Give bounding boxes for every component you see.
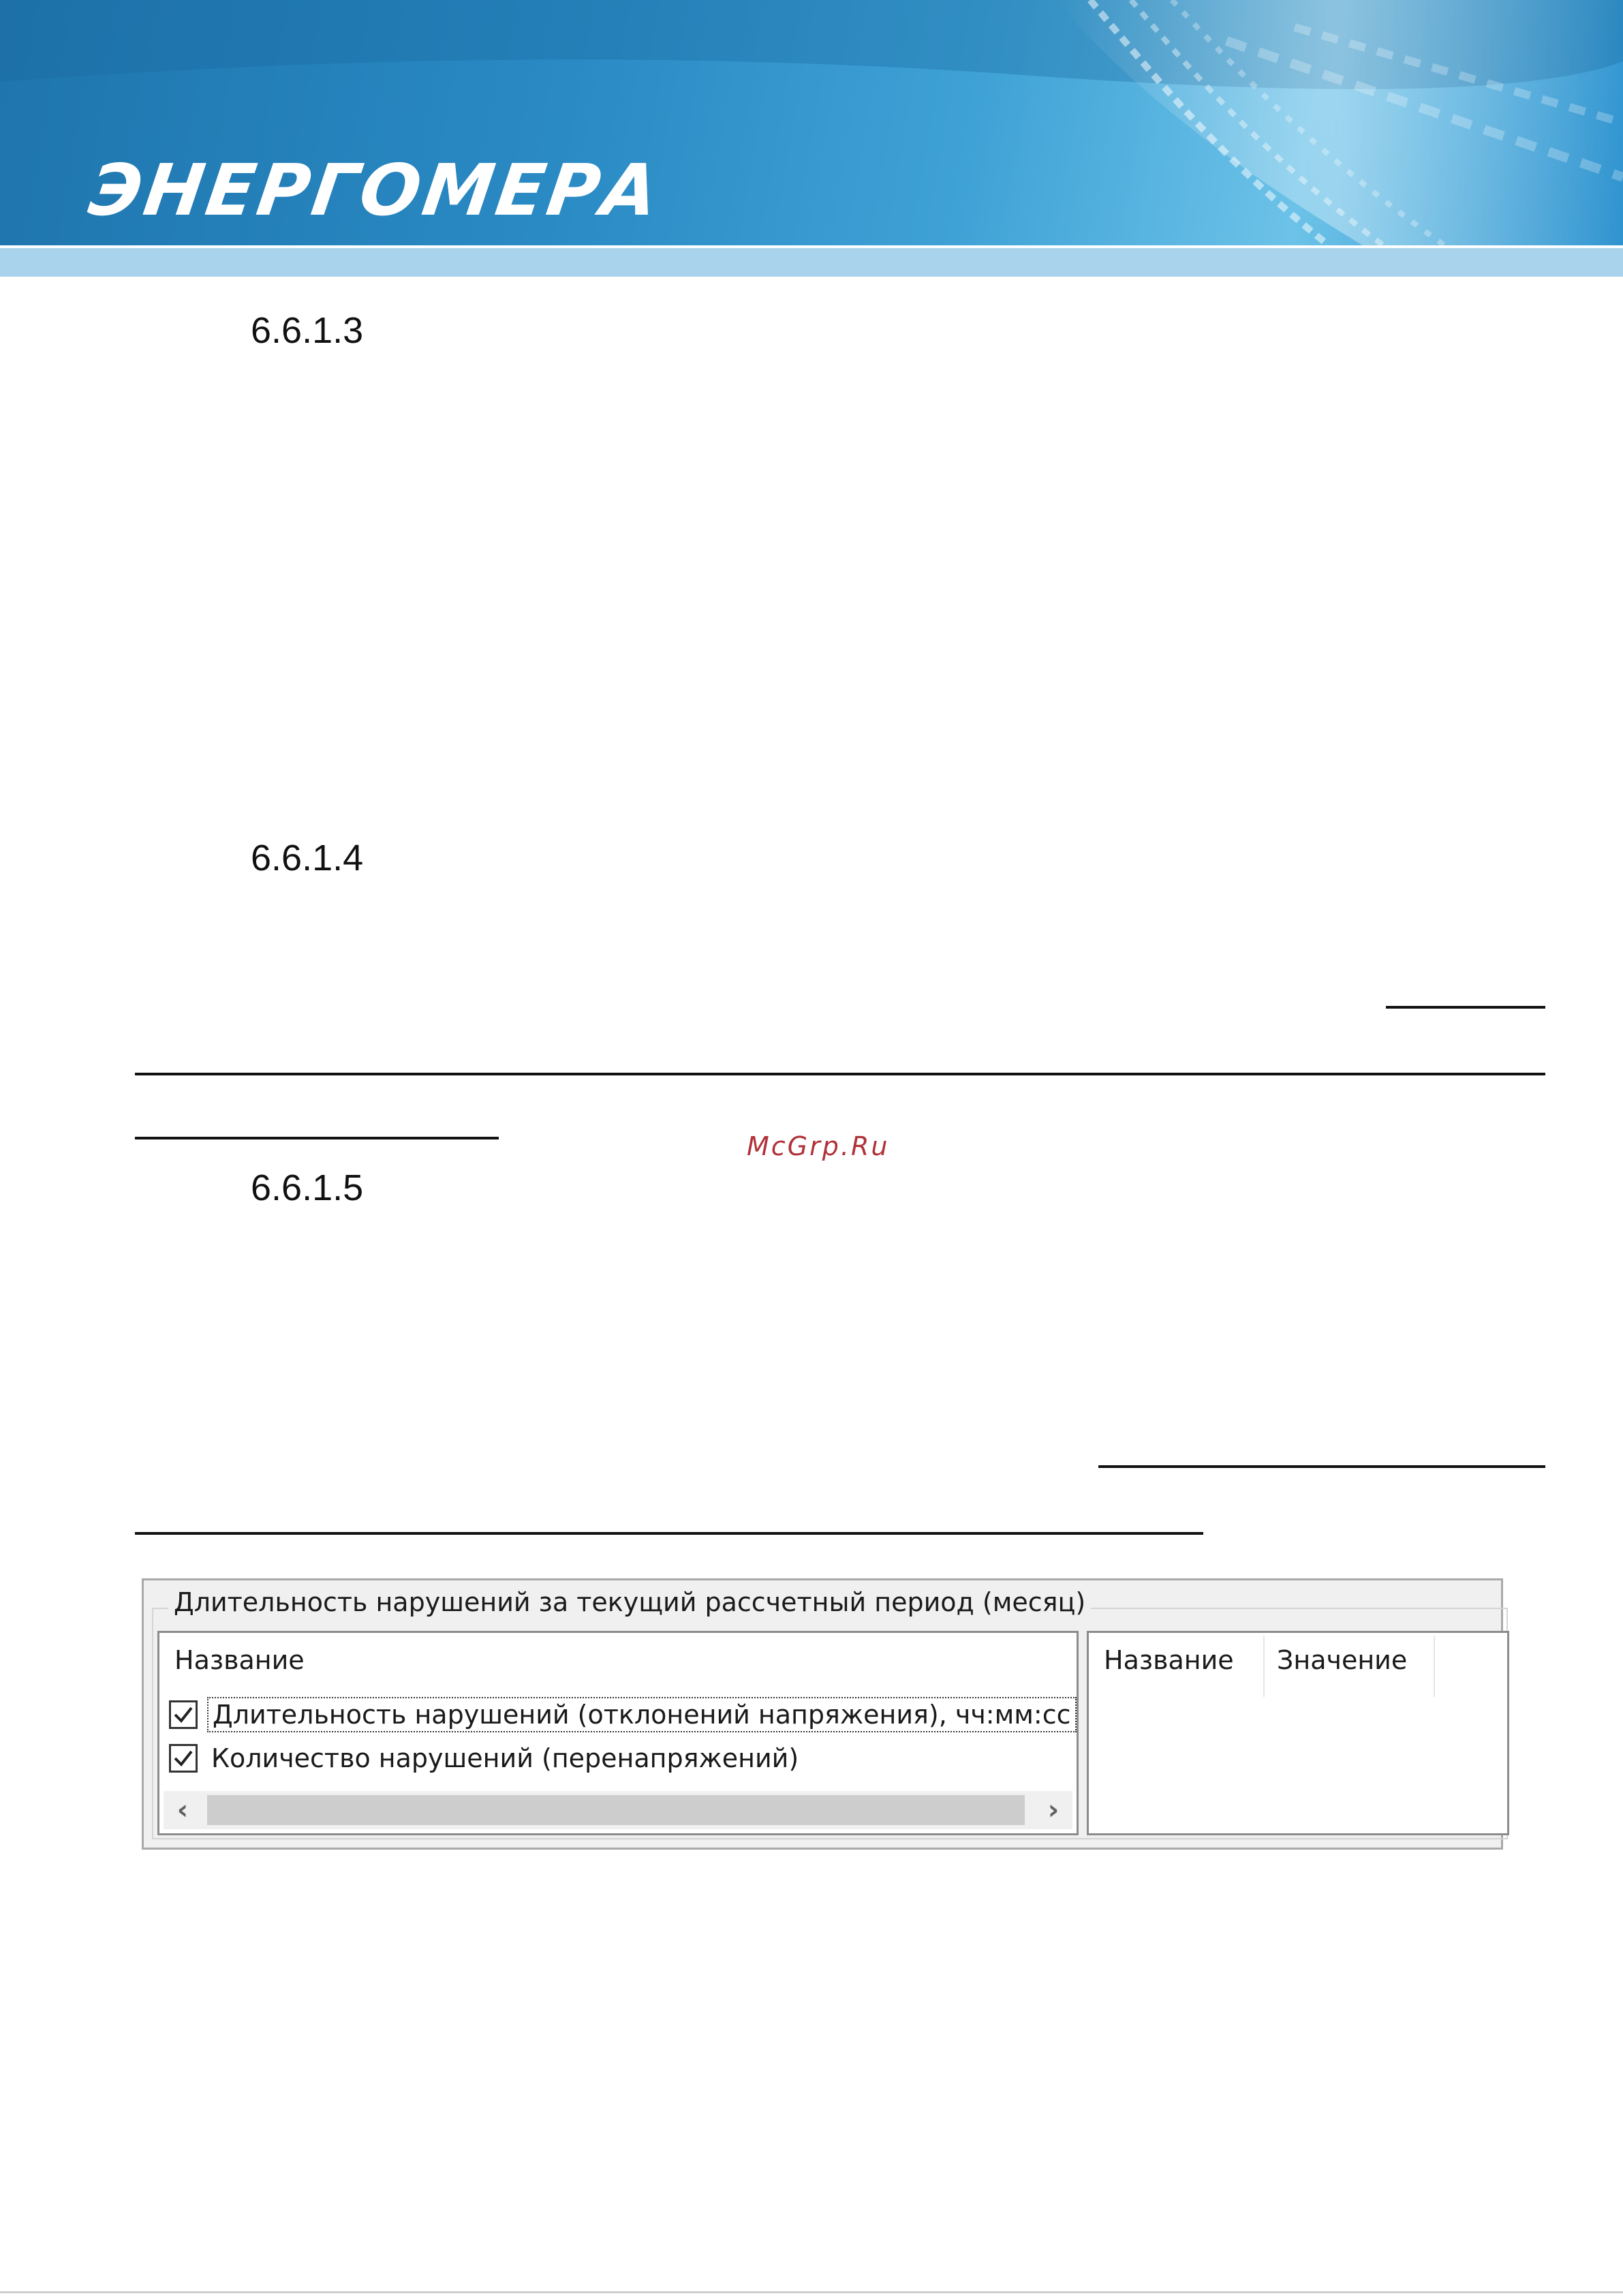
values-list[interactable]: [1087, 1631, 1509, 1835]
group-title: Длительность нарушений за текущий рассчетный период (месяц): [168, 1587, 1091, 1617]
column-header-name[interactable]: Название: [1104, 1645, 1234, 1675]
column-separator: [1263, 1636, 1265, 1697]
header-banner: [0, 0, 1623, 245]
checkmark-icon: [172, 1704, 194, 1726]
chevron-right-icon[interactable]: ›: [1047, 1794, 1060, 1826]
list-item-label: Количество нарушений (перенапряжений): [211, 1743, 799, 1773]
section-number-6-6-1-3: 6.6.1.3: [251, 310, 364, 351]
list-item-label: Длительность нарушений (отклонений напряжения), чч:мм:сс: [207, 1697, 1077, 1732]
underline-rule: [1386, 1006, 1545, 1009]
checkbox[interactable]: [169, 1744, 198, 1773]
list-item[interactable]: [169, 1696, 1077, 1734]
column-header-value[interactable]: Значение: [1277, 1645, 1408, 1675]
underline-rule: [135, 1137, 499, 1139]
parameters-list[interactable]: [157, 1631, 1079, 1835]
underline-rule: [135, 1073, 1545, 1075]
checkbox[interactable]: [169, 1700, 198, 1729]
page-bottom-edge: [0, 2291, 1623, 2293]
column-separator: [1434, 1636, 1435, 1697]
underline-rule: [1098, 1465, 1545, 1468]
company-logo: ЭНЕРГОМЕРА: [84, 149, 666, 232]
header-strip: [0, 248, 1623, 277]
violations-panel: [142, 1578, 1503, 1850]
section-number-6-6-1-4: 6.6.1.4: [251, 838, 364, 878]
list-item[interactable]: [169, 1739, 803, 1777]
scrollbar-thumb[interactable]: [207, 1795, 1025, 1825]
chevron-left-icon[interactable]: ‹: [176, 1794, 189, 1826]
checkmark-icon: [172, 1747, 194, 1769]
watermark: McGrp.Ru: [747, 1131, 890, 1161]
column-header-name[interactable]: Название: [174, 1645, 305, 1675]
underline-rule: [135, 1532, 1203, 1535]
section-number-6-6-1-5: 6.6.1.5: [251, 1167, 364, 1208]
horizontal-scrollbar[interactable]: [164, 1791, 1072, 1829]
